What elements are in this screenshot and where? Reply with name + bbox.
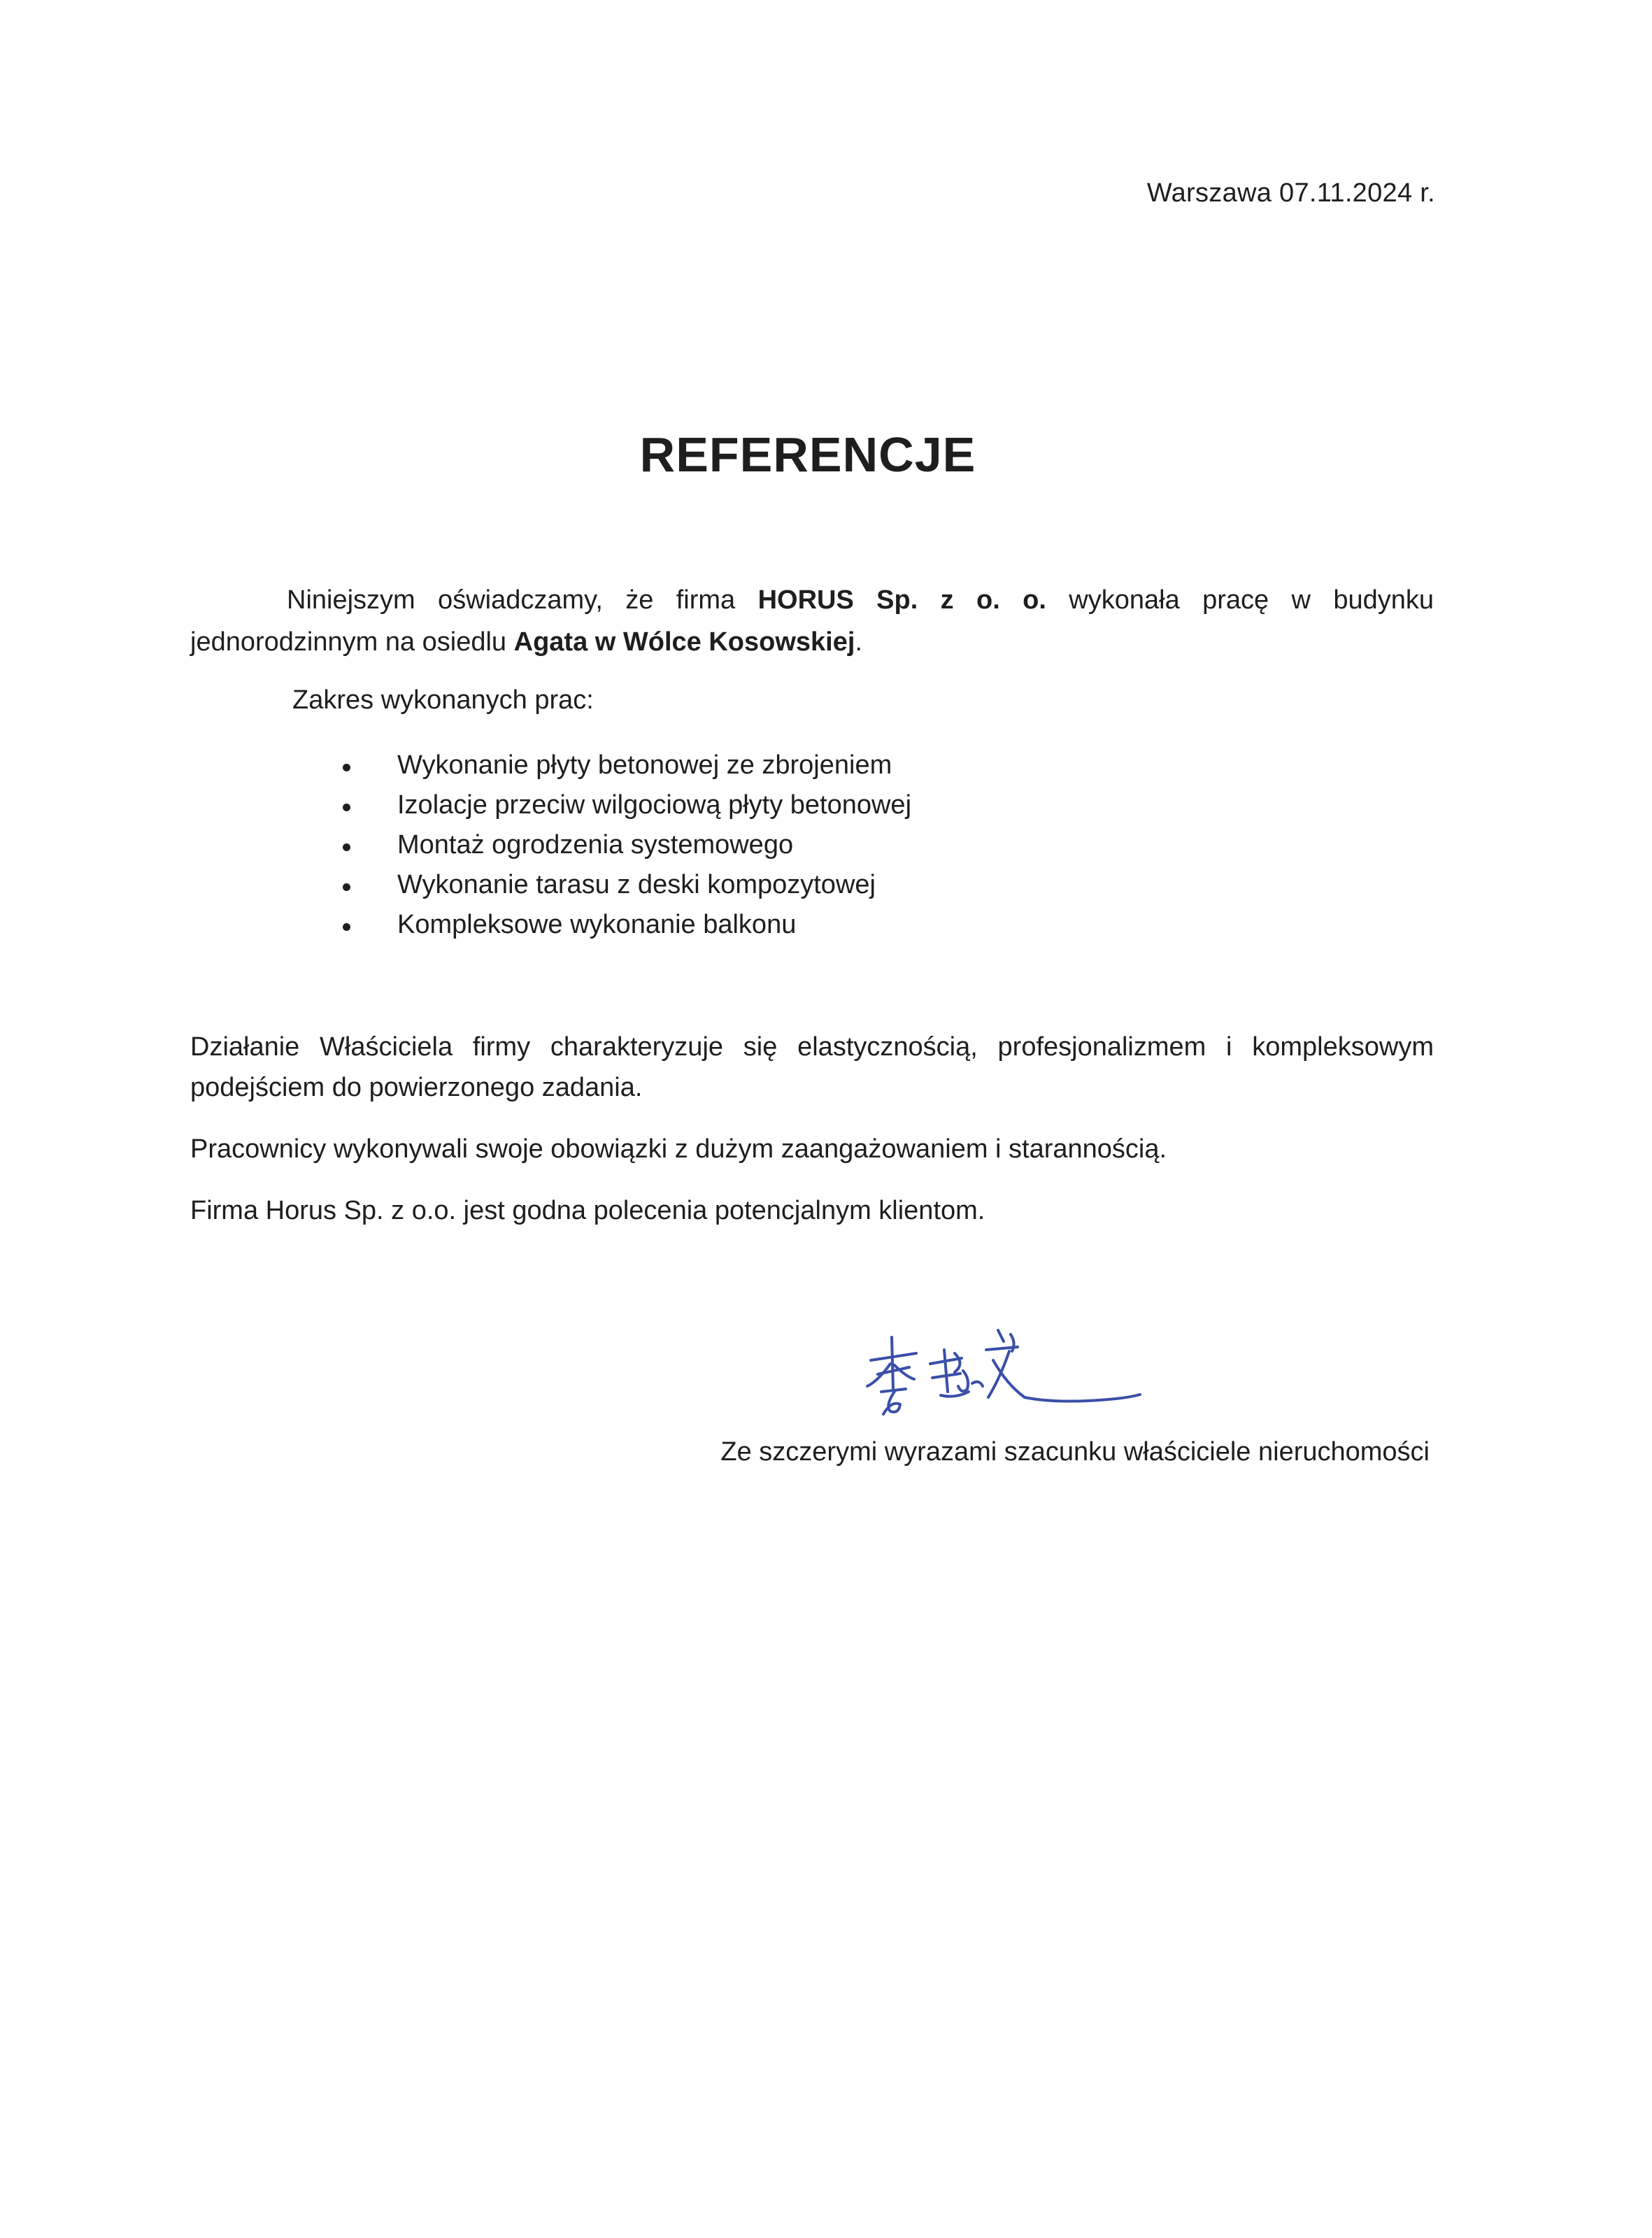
intro-text-middle: wykonała pracę w budynku jednorodzinnym na osiedlu — [190, 585, 1434, 657]
scope-item-text: Kompleksowe wykonanie balkonu — [397, 910, 797, 939]
bullet-icon — [343, 923, 350, 931]
intro-text-end: . — [855, 627, 862, 657]
bullet-icon — [343, 843, 350, 851]
scope-item-text: Wykonanie płyty betonowej ze zbrojeniem — [397, 750, 892, 780]
scope-item — [343, 865, 911, 905]
scope-item — [343, 905, 911, 945]
scope-item-text: Izolacje przeciw wilgociową płyty betonowej — [397, 790, 912, 820]
workers-paragraph: Pracownicy wykonywali swoje obowiązki z dużym zaangażowaniem i starannością. — [190, 1134, 1167, 1164]
scope-label: Zakres wykonanych prac: — [292, 685, 594, 715]
signature-icon — [850, 1322, 1158, 1434]
company-name: HORUS Sp. z o. o. — [757, 585, 1046, 615]
letter-title: REFERENCJE — [639, 427, 976, 482]
scope-item-text: Montaż ogrodzenia systemowego — [397, 830, 794, 860]
closing-line: Ze szczerymi wyrazami szacunku właściciele nieruchomości — [720, 1437, 1430, 1467]
scope-list — [343, 746, 911, 945]
bullet-icon — [343, 883, 350, 891]
letter-date: Warszawa 07.11.2024 r. — [1146, 178, 1435, 208]
assessment-paragraph: Działanie Właściciela firmy charakteryzuje się elastycznością, profesjonalizmem i kompleksowym podejściem do powierzonego zadania. — [190, 1032, 1434, 1102]
scope-item — [343, 746, 911, 785]
intro-paragraph — [190, 579, 1434, 663]
scope-item-text: Wykonanie tarasu z deski kompozytowej — [397, 870, 876, 899]
recommendation-paragraph: Firma Horus Sp. z o.o. jest godna polecenia potencjalnym klientom. — [190, 1196, 985, 1225]
bullet-icon — [343, 804, 350, 811]
location-name: Agata w Wólce Kosowskiej — [513, 627, 855, 657]
scope-item — [343, 785, 911, 825]
bullet-icon — [343, 764, 350, 771]
scope-item — [343, 825, 911, 865]
intro-text-start: Niniejszym oświadczamy, że firma — [287, 585, 758, 615]
